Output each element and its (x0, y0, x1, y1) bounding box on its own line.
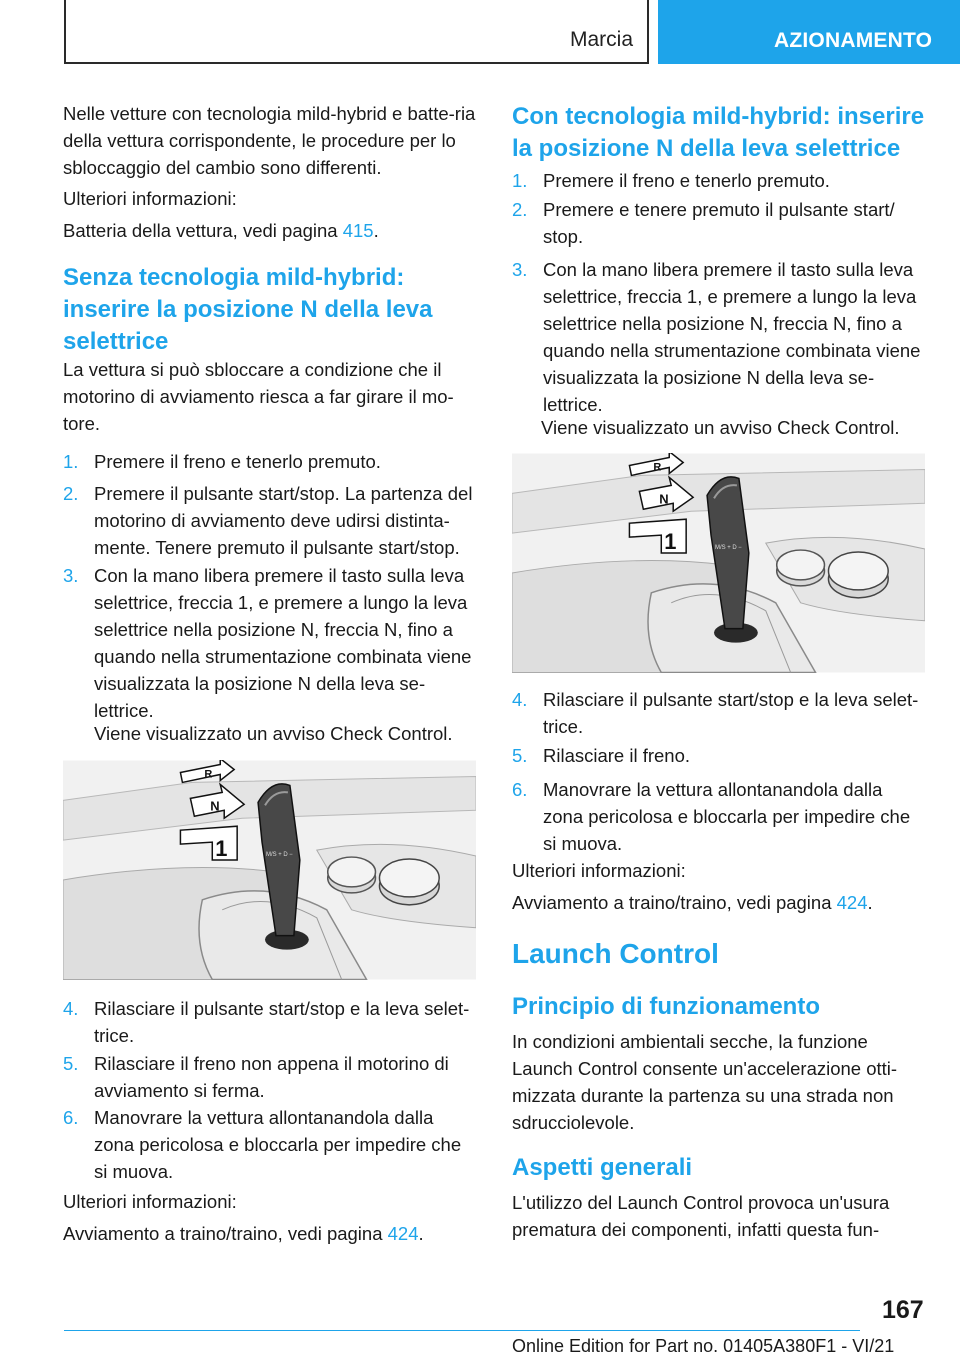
step-text: Rilasciare il freno non appena il motorino di avviamento si ferma. (94, 1053, 449, 1101)
tow-reference: Avviamento a traino/traino, vedi pagina 424. (512, 892, 873, 913)
check-control-note: Viene visualizzato un avviso Check Control. (541, 417, 900, 438)
tow-reference-text: Avviamento a traino/traino, vedi pagina (512, 892, 837, 913)
header-section-box (64, 0, 649, 64)
step-number: 2. (512, 199, 528, 220)
header-chapter-title: AZIONAMENTO (774, 29, 933, 52)
section-heading-mild-hybrid: Con tecnologia mild-hybrid: inserire la posizione N della leva selettrice (512, 103, 925, 162)
arrow-r-label: R (204, 768, 213, 781)
section-heading-no-mild-hybrid: Senza tecnologia mild-hybrid: inserire la posizione N della leva selettrice (63, 264, 433, 355)
step-number: 3. (63, 565, 79, 586)
arrow-1-label: 1 (664, 529, 677, 555)
arrow-n-label: N (659, 491, 669, 507)
header-chapter-tab (658, 0, 960, 64)
step-number: 6. (63, 1107, 79, 1128)
step-number: 1. (63, 451, 79, 472)
arrow-n-label: N (210, 798, 220, 814)
tow-reference-text: Avviamento a traino/traino, vedi pagina (63, 1223, 388, 1244)
tow-page-link[interactable]: 424 (387, 1223, 419, 1244)
step-text: Premere il pulsante start/stop. La partenza del motorino di avviamento deve udirsi distinta-mente. Tenere premuto il pulsante start/stop. (94, 483, 473, 558)
more-info-label: Ulteriori informazioni: (63, 188, 237, 209)
footer-edition: Online Edition for Part no. 01405A380F1 - VI/21 (512, 1336, 895, 1356)
principle-heading: Principio di funzionamento (512, 993, 820, 1020)
launch-control-heading: Launch Control (512, 938, 719, 969)
lever-gear-text: M/S + D − (715, 545, 742, 552)
more-info-label-2: Ulteriori informazioni: (63, 1191, 237, 1212)
battery-page-link[interactable]: 415 (342, 220, 374, 241)
step-number: 3. (512, 259, 528, 280)
step-number: 4. (512, 689, 528, 710)
step-text: Premere il freno e tenerlo premuto. (94, 451, 381, 472)
general-paragraph: L'utilizzo del Launch Control provoca un'usura prematura dei componenti, infatti questa fun- (512, 1192, 890, 1240)
battery-reference: Batteria della vettura, vedi pagina 415. (63, 220, 379, 241)
footer-divider (64, 1330, 860, 1331)
selector-lever-illustration (512, 453, 925, 673)
more-info-label: Ulteriori informazioni: (512, 860, 686, 881)
step-number: 5. (512, 745, 528, 766)
arrow-r-label: R (653, 461, 662, 474)
principle-paragraph: In condizioni ambientali secche, la funzione Launch Control consente un'accelerazione otti-mizzata durante la partenza su una strada non sdrucciolevole. (512, 1031, 898, 1133)
step-text: Rilasciare il freno. (543, 745, 691, 766)
step-text: Rilasciare il pulsante start/stop e la leva selet-trice. (94, 998, 470, 1046)
step-number: 1. (512, 170, 528, 191)
header-section-title: Marcia (569, 28, 633, 51)
arrow-1-label: 1 (215, 836, 228, 862)
step-text: Manovrare la vettura allontanandola dalla zona pericolosa e bloccarla per impedire che si muova. (94, 1107, 462, 1182)
step-text: Premere e tenere premuto il pulsante start/ stop. (543, 199, 895, 247)
selector-lever-illustration (63, 760, 476, 980)
step-number: 2. (63, 483, 79, 504)
condition-paragraph: La vettura si può sbloccare a condizione che il motorino di avviamento riesca a far girare il mo-tore. (63, 359, 454, 434)
tow-reference: Avviamento a traino/traino, vedi pagina 424. (63, 1223, 424, 1244)
step-text: Premere il freno e tenerlo premuto. (543, 170, 830, 191)
tow-page-link[interactable]: 424 (836, 892, 868, 913)
step-text: Con la mano libera premere il tasto sulla leva selettrice, freccia 1, e premere a lungo la leva selettrice nella posizione N, freccia N, fino a quando nella strumentazione combinata viene visualizzata la posizione N della leva se-lettrice. (94, 565, 472, 721)
battery-reference-text: Batteria della vettura, vedi pagina (63, 220, 343, 241)
check-control-note: Viene visualizzato un avviso Check Control. (94, 723, 453, 744)
step-text: Rilasciare il pulsante start/stop e la leva selet-trice. (543, 689, 919, 737)
general-heading: Aspetti generali (512, 1154, 693, 1181)
step-number: 6. (512, 779, 528, 800)
step-text: Manovrare la vettura allontanandola dalla zona pericolosa e bloccarla per impedire che si muova. (543, 779, 911, 854)
lever-gear-text: M/S + D − (266, 852, 293, 859)
step-text: Con la mano libera premere il tasto sulla leva selettrice, freccia 1, e premere a lungo la leva selettrice nella posizione N, freccia N, fino a quando nella strumentazione combinata viene visualizzata la posizione N della leva se-lettrice. (543, 259, 921, 415)
intro-paragraph: Nelle vetture con tecnologia mild-hybrid e batte-ria della vettura corrispondente, le procedure per lo sbloccaggio del cambio sono differenti. (63, 103, 476, 178)
page-number: 167 (882, 1296, 924, 1324)
step-number: 4. (63, 998, 79, 1019)
step-number: 5. (63, 1053, 79, 1074)
